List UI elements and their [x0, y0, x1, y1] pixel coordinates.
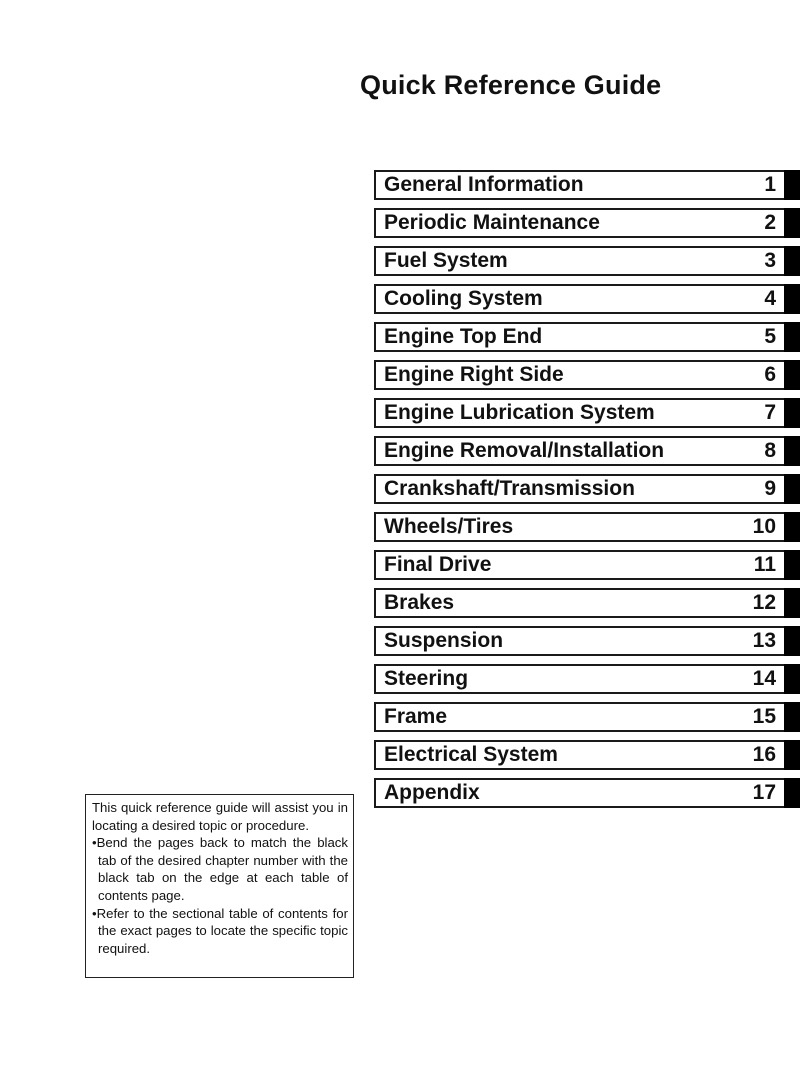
chapter-row[interactable]: [374, 474, 800, 504]
black-edge-tab: [784, 170, 800, 200]
chapter-row[interactable]: [374, 436, 800, 466]
chapter-title-box[interactable]: [374, 778, 786, 808]
chapter-title-box[interactable]: [374, 398, 786, 428]
chapter-title-box[interactable]: [374, 740, 786, 770]
chapter-number: 16: [752, 743, 776, 766]
chapter-title: Fuel System: [384, 249, 508, 272]
usage-note-bullet: •Refer to the sectional table of contents for the exact pages to locate the specific topic required.: [92, 905, 348, 956]
chapter-row[interactable]: [374, 208, 800, 238]
page-title: Quick Reference Guide: [360, 70, 662, 100]
chapter-title: Appendix: [384, 781, 480, 804]
chapter-row[interactable]: [374, 778, 800, 808]
chapter-title: Frame: [384, 705, 448, 728]
chapter-number: 11: [753, 553, 776, 576]
chapter-number: 1: [764, 173, 776, 196]
black-edge-tab: [784, 436, 800, 466]
chapter-number: 13: [752, 629, 776, 652]
usage-note-intro: This quick reference guide will assist you in locating a desired topic or procedure.: [92, 800, 348, 833]
chapter-row[interactable]: [374, 702, 800, 732]
chapter-number: 7: [764, 401, 776, 424]
usage-note-box: [85, 794, 354, 978]
black-edge-tab: [784, 360, 800, 390]
chapter-number: 6: [764, 363, 776, 386]
chapter-title: General Information: [384, 173, 584, 196]
chapter-row[interactable]: [374, 246, 800, 276]
chapter-number: 2: [764, 211, 776, 234]
chapter-title-box[interactable]: [374, 626, 786, 656]
black-edge-tab: [784, 246, 800, 276]
chapter-title: Electrical System: [384, 743, 558, 766]
chapter-row[interactable]: [374, 588, 800, 618]
chapter-number: 17: [752, 781, 776, 804]
chapter-number: 10: [752, 515, 776, 538]
chapter-row[interactable]: [374, 550, 800, 580]
chapter-title: Final Drive: [384, 553, 492, 576]
chapter-title: Engine Right Side: [384, 363, 564, 386]
black-edge-tab: [784, 550, 800, 580]
chapter-title: Steering: [384, 667, 469, 690]
chapter-number: 9: [764, 477, 776, 500]
chapter-title-box[interactable]: [374, 360, 786, 390]
chapter-row[interactable]: [374, 360, 800, 390]
chapter-title-box[interactable]: [374, 436, 786, 466]
chapter-number: 4: [764, 287, 776, 310]
chapter-title-box[interactable]: [374, 588, 786, 618]
chapter-row[interactable]: [374, 322, 800, 352]
chapter-title-box[interactable]: [374, 170, 786, 200]
black-edge-tab: [784, 208, 800, 238]
black-edge-tab: [784, 474, 800, 504]
chapter-title-box[interactable]: [374, 246, 786, 276]
chapter-title: Engine Lubrication System: [384, 401, 655, 424]
chapter-title-box[interactable]: [374, 284, 786, 314]
chapter-title-box[interactable]: [374, 512, 786, 542]
chapter-title: Engine Removal/Installation: [384, 439, 665, 462]
chapter-title: Wheels/Tires: [384, 515, 514, 538]
chapter-row[interactable]: [374, 740, 800, 770]
chapter-title-box[interactable]: [374, 664, 786, 694]
chapter-row[interactable]: [374, 284, 800, 314]
chapter-title-box[interactable]: [374, 322, 786, 352]
black-edge-tab: [784, 778, 800, 808]
chapter-number: 8: [764, 439, 776, 462]
chapter-title: Suspension: [384, 629, 504, 652]
black-edge-tab: [784, 398, 800, 428]
chapter-title-box[interactable]: [374, 474, 786, 504]
chapter-title-box[interactable]: [374, 208, 786, 238]
chapter-number: 12: [752, 591, 776, 614]
black-edge-tab: [784, 702, 800, 732]
chapter-row[interactable]: [374, 664, 800, 694]
chapter-title: Periodic Maintenance: [384, 211, 600, 234]
chapter-title: Brakes: [384, 591, 455, 614]
chapter-title-box[interactable]: [374, 702, 786, 732]
black-edge-tab: [784, 664, 800, 694]
black-edge-tab: [784, 626, 800, 656]
chapter-row[interactable]: [374, 170, 800, 200]
chapter-number: 5: [764, 325, 776, 348]
black-edge-tab: [784, 322, 800, 352]
black-edge-tab: [784, 284, 800, 314]
chapter-title: Engine Top End: [384, 325, 543, 348]
black-edge-tab: [784, 512, 800, 542]
chapter-row[interactable]: [374, 512, 800, 542]
chapter-title: Crankshaft/Transmission: [384, 477, 635, 500]
chapter-title: Cooling System: [384, 287, 543, 310]
chapter-title-box[interactable]: [374, 550, 786, 580]
chapter-row[interactable]: [374, 626, 800, 656]
usage-note-bullet: •Bend the pages back to match the black tab of the desired chapter number with the black tab on the edge at each table of contents page.: [92, 835, 348, 903]
black-edge-tab: [784, 588, 800, 618]
black-edge-tab: [784, 740, 800, 770]
chapter-number: 15: [752, 705, 776, 728]
chapter-number: 14: [752, 667, 776, 690]
chapter-number: 3: [764, 249, 776, 272]
chapter-index: [374, 170, 800, 816]
chapter-row[interactable]: [374, 398, 800, 428]
